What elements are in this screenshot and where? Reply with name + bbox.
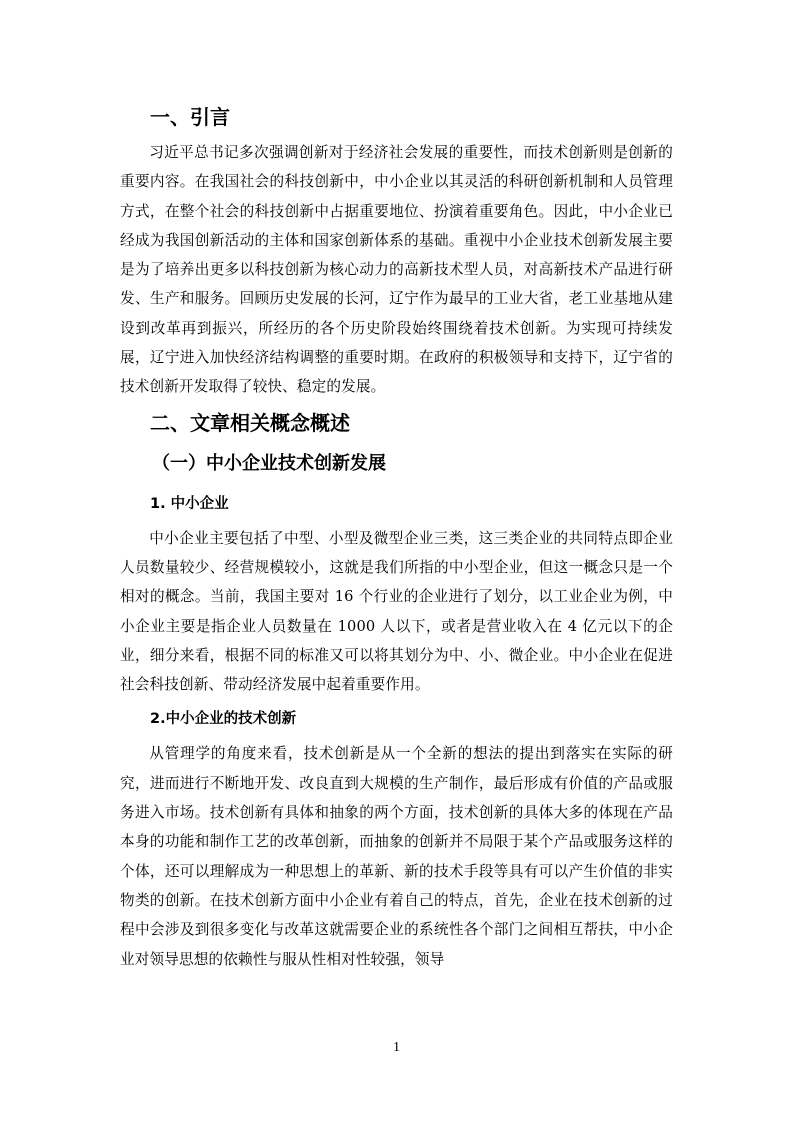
introduction-paragraph: 习近平总书记多次强调创新对于经济社会发展的重要性，而技术创新则是创新的重要内容。在我国社会的科技创新中，中小企业以其灵活的科研创新机制和人员管理方式，在整个社会的科技创新中占据重要地位、扮演着重要角色。因此，中小企业已经成为我国创新活动的主体和国家创新体系的基础。重视中小企业技术创新发展主要是为了培养出更多以科技创新为核心动力的高新技术型人员，对高新技术产品进行研发、生产和服务。回顾历史发展的长河，辽宁作为最早的工业大省，老工业基地从建设到改革再到振兴，所经历的各个历史阶段始终围绕着技术创新。为实现可持续发展，辽宁进入加快经济结构调整的重要时期。在政府的积极领导和支持下，辽宁省的技术创新开发取得了较快、稳定的发展。 (120, 144, 673, 396)
page-number: 1 (393, 1040, 400, 1055)
item-heading-sme-tech-innovation: 2.中小企业的技术创新 (150, 711, 297, 728)
sme-tech-innovation-paragraph: 从管理学的角度来看，技术创新是从一个全新的想法的提出到落实在实际的研究，进而进行不断地开发、改良直到大规模的生产制作，最后形成有价值的产品或服务进入市场。技术创新有具体和抽象的两个方面，技术创新的具体大多的体现在产品本身的功能和制作工艺的改革创新，而抽象的创新并不局限于某个产品或服务这样的个体，还可以理解成为一种思想上的革新、新的技术手段等具有可以产生价值的非实物类的创新。在技术创新方面中小企业有着自己的特点，首先，企业在技术创新的过程中会涉及到很多变化与改革这就需要企业的系统性各个部门之间相互帮扶，中小企业对领导思想的依赖性与服从性相对性较强，领导 (120, 745, 673, 968)
sme-paragraph: 中小企业主要包括了中型、小型及微型企业三类，这三类企业的共同特点即企业人员数量较少、经营规模较小，这就是我们所指的中小型企业，但这一概念只是一个相对的概念。当前，我国主要对 16 个行业的企业进行了划分，以工业企业为例，中小企业主要是指企业人员数量在 1000 人以下，或者是营业收入在 4 亿元以下的企业，细分来看，根据不同的标准又可以将其划分为中、小、微企业。中小企业在促进社会科技创新、带动经济发展中起着重要作用。 (120, 529, 673, 694)
subsection-heading-sme-innovation: （一）中小企业技术创新发展 (152, 452, 386, 474)
item-heading-sme: 1. 中小企业 (150, 495, 229, 512)
section-heading-concepts: 二、文章相关概念概述 (150, 410, 350, 435)
document-page (120, 96, 673, 974)
section-heading-introduction: 一、引言 (150, 105, 230, 129)
